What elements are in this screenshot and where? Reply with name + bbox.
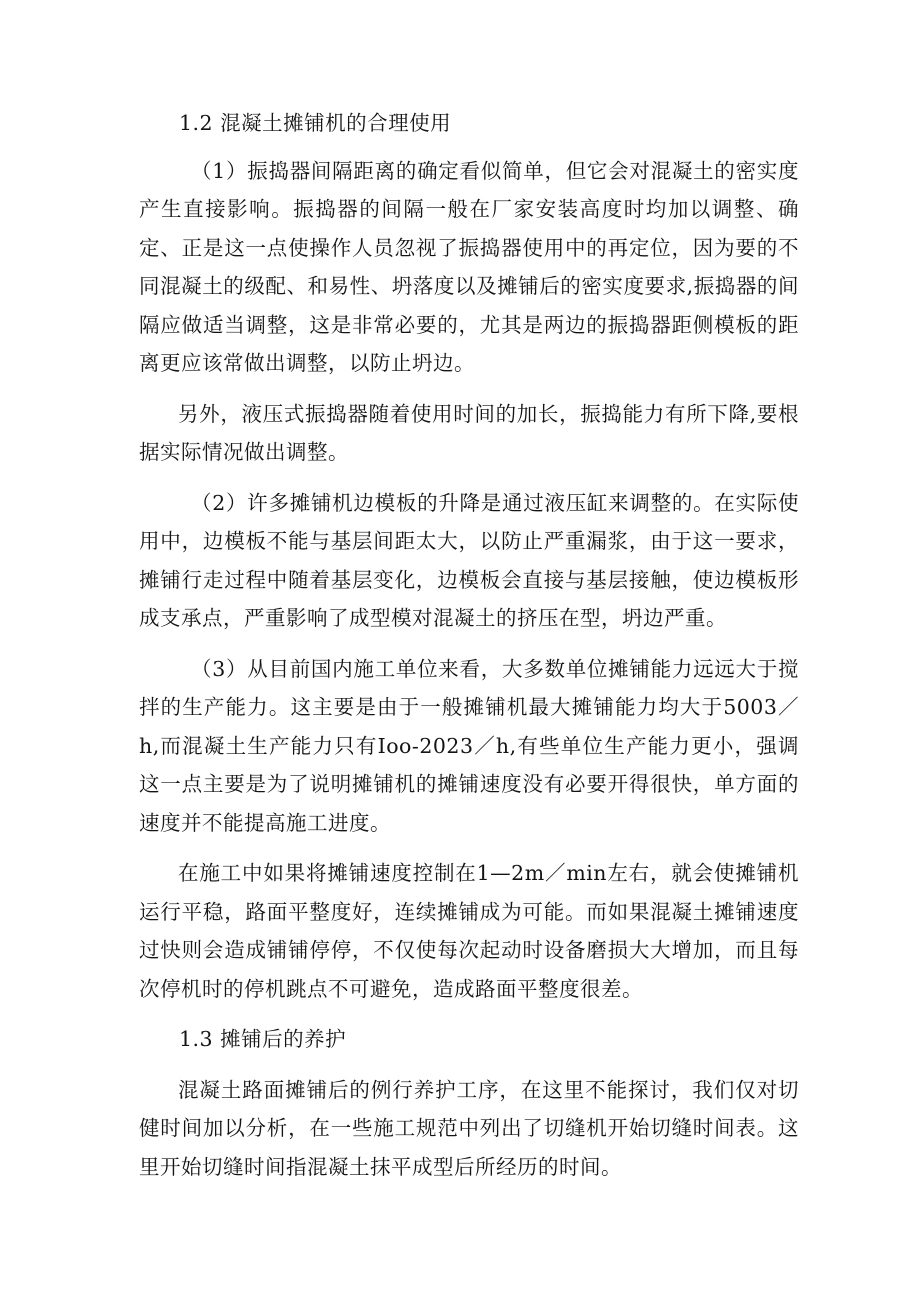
paragraph-paving-speed: 在施工中如果将摊铺速度控制在1—2m／min左右，就会使摊铺机运行平稳，路面平整度好，连续摊铺成为可能。而如果混凝土摊铺速度过快则会造成铺铺停停，不仅使每次起动时设备磨损大大增加，而且每次停机时的停机跳点不可避免，造成路面平整度很差。: [139, 861, 799, 1001]
paragraph-curing: 混凝土路面摊铺后的例行养护工序，在这里不能探讨，我们仅对切健时间加以分析，在一些施工规范中列出了切缝机开始切缝时间表。这里开始切缝时间指混凝土抹平成型后所经历的时间。: [139, 1077, 799, 1179]
section-heading-1-3: 1.3 摊铺后的养护: [179, 1027, 347, 1051]
paragraph-paving-capacity: （3）从目前国内施工单位来看，大多数单位摊铺能力远远大于搅拌的生产能力。这主要是由于一般摊铺机最大摊铺能力均大于5003／h,而混凝土生产能力只有Ioo-2023／h,有些单位生产能力更小，强调这一点主要是为了说明摊铺机的摊铺速度没有必要开得很快，单方面的速度并不能提高施工进度。: [139, 656, 799, 835]
paragraph-side-formwork: （2）许多摊铺机边模板的升降是通过液压缸来调整的。在实际使用中，边模板不能与基层间距太大，以防止严重漏浆，由于这一要求，摊铺行走过程中随着基层变化，边模板会直接与基层接触，使边模板形成支承点，严重影响了成型模对混凝土的挤压在型，坍边严重。: [139, 490, 799, 630]
paragraph-hydraulic-vibrator: 另外，液压式振捣器随着使用时间的加长，振捣能力有所下降,要根据实际情况做出调整。: [139, 401, 799, 464]
section-heading-1-2: 1.2 混凝土摊铺机的合理使用: [179, 111, 452, 135]
paragraph-vibrator-spacing: （1）振捣器间隔距离的确定看似简单，但它会对混凝土的密实度产生直接影响。振捣器的间隔一般在厂家安装高度时均加以调整、确定、正是这一点使操作人员忽视了振捣器使用中的再定位，因为要的不同混凝土的级配、和易性、坍落度以及摊铺后的密实度要求,振捣器的间隔应做适当调整，这是非常必要的，尤其是两边的振捣器距侧模板的距离更应该常做出调整，以防止坍边。: [139, 158, 799, 375]
document-body: [139, 104, 799, 1186]
